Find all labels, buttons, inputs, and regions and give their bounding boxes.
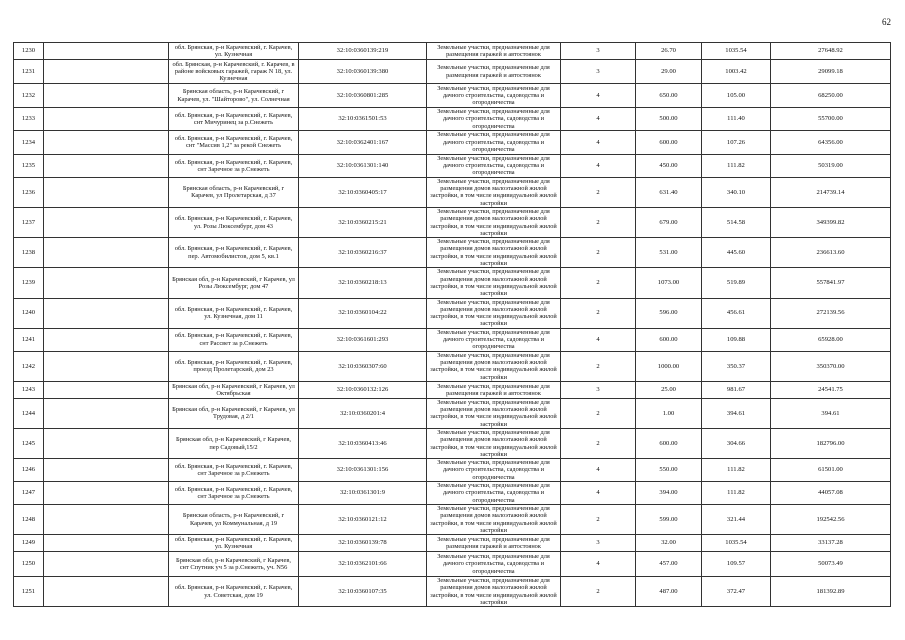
cadastral-value-cell: 181392.89 xyxy=(771,577,891,607)
specific-value-cell: 111.40 xyxy=(702,108,771,131)
cadastral-number-cell: 32:10:0361601:293 xyxy=(299,328,427,351)
row-number: 1231 xyxy=(14,60,44,84)
cadastral-value-cell: 214739.14 xyxy=(771,177,891,207)
cell-spacer xyxy=(44,328,169,351)
address-cell: обл. Брянская, р-н Карачевский, г. Карачев, ул. Розы Люксембург, дом 43 xyxy=(169,207,299,237)
land-use-cell: Земельные участки, предназначенные для дачного строительства, садоводства и огородничества xyxy=(427,130,561,154)
land-use-cell: Земельные участки, предназначенные для размещения домов малоэтажной жилой застройки, в том числе индивидуальной жилой застройки xyxy=(427,268,561,298)
area-cell: 1000.00 xyxy=(636,351,702,381)
table-row xyxy=(14,577,891,607)
land-use-cell: Земельные участки, предназначенные для размещения гаражей и автостоянок xyxy=(427,535,561,552)
address-cell: обл. Брянская, р-н Карачевский, г. Карачев, снт Рассвет за р.Снежеть xyxy=(169,328,299,351)
cadastral-number-cell: 32:10:0360405:17 xyxy=(299,177,427,207)
area-cell: 599.00 xyxy=(636,504,702,534)
address-cell: Брянская обл, р-н Карачевский, г Карачев, ул Трудовая, д 2/1 xyxy=(169,398,299,428)
area-cell: 1073.00 xyxy=(636,268,702,298)
table-row xyxy=(14,552,891,577)
table-row xyxy=(14,108,891,131)
group-code-cell: 4 xyxy=(561,328,636,351)
area-cell: 600.00 xyxy=(636,328,702,351)
table-row xyxy=(14,177,891,207)
cell-spacer xyxy=(44,552,169,577)
area-cell: 1.00 xyxy=(636,398,702,428)
land-use-cell: Земельные участки, предназначенные для размещения домов малоэтажной жилой застройки, в том числе индивидуальной жилой застройки xyxy=(427,504,561,534)
cell-spacer xyxy=(44,268,169,298)
cadastral-number-cell: 32:10:0360139:78 xyxy=(299,535,427,552)
specific-value-cell: 514.58 xyxy=(702,207,771,237)
cell-spacer xyxy=(44,459,169,482)
cadastral-value-cell: 272139.56 xyxy=(771,298,891,328)
group-code-cell: 2 xyxy=(561,504,636,534)
cadastral-number-cell: 32:10:0362401:167 xyxy=(299,130,427,154)
specific-value-cell: 111.82 xyxy=(702,459,771,482)
table-row xyxy=(14,459,891,482)
cell-spacer xyxy=(44,398,169,428)
cell-spacer xyxy=(44,43,169,60)
group-code-cell: 4 xyxy=(561,130,636,154)
cadastral-number-cell: 32:10:0361301:156 xyxy=(299,459,427,482)
group-code-cell: 2 xyxy=(561,428,636,458)
cadastral-value-cell: 44057.08 xyxy=(771,482,891,505)
specific-value-cell: 109.57 xyxy=(702,552,771,577)
table-row xyxy=(14,268,891,298)
cadastral-value-cell: 349399.82 xyxy=(771,207,891,237)
cell-spacer xyxy=(44,535,169,552)
row-number: 1236 xyxy=(14,177,44,207)
row-number: 1230 xyxy=(14,43,44,60)
area-cell: 631.40 xyxy=(636,177,702,207)
specific-value-cell: 394.61 xyxy=(702,398,771,428)
specific-value-cell: 107.26 xyxy=(702,130,771,154)
cadastral-value-cell: 236613.60 xyxy=(771,238,891,268)
area-cell: 596.00 xyxy=(636,298,702,328)
row-number: 1235 xyxy=(14,154,44,177)
cell-spacer xyxy=(44,60,169,84)
specific-value-cell: 981.67 xyxy=(702,381,771,398)
land-use-cell: Земельные участки, предназначенные для дачного строительства, садоводства и огородничества xyxy=(427,108,561,131)
row-number: 1239 xyxy=(14,268,44,298)
cadastral-number-cell: 32:10:0360801:285 xyxy=(299,84,427,108)
address-cell: обл. Брянская, р-н Карачевский, г. Карачев, снт Мичуринец за р.Снежеть xyxy=(169,108,299,131)
row-number: 1243 xyxy=(14,381,44,398)
register-table xyxy=(13,42,891,607)
table-row xyxy=(14,298,891,328)
group-code-cell: 4 xyxy=(561,459,636,482)
land-use-cell: Земельные участки, предназначенные для размещения гаражей и автостоянок xyxy=(427,381,561,398)
specific-value-cell: 109.88 xyxy=(702,328,771,351)
cadastral-number-cell: 32:10:0362101:66 xyxy=(299,552,427,577)
group-code-cell: 2 xyxy=(561,268,636,298)
land-use-cell: Земельные участки, предназначенные для дачного строительства, садоводства и огородничества xyxy=(427,482,561,505)
row-number: 1240 xyxy=(14,298,44,328)
land-use-cell: Земельные участки, предназначенные для размещения домов малоэтажной жилой застройки, в том числе индивидуальной жилой застройки xyxy=(427,238,561,268)
row-number: 1249 xyxy=(14,535,44,552)
row-number: 1248 xyxy=(14,504,44,534)
area-cell: 487.00 xyxy=(636,577,702,607)
group-code-cell: 2 xyxy=(561,177,636,207)
address-cell: Брянская область, р-н Карачевский, г Карачев, ул. "Шайторово", ул. Солнечная xyxy=(169,84,299,108)
specific-value-cell: 105.00 xyxy=(702,84,771,108)
specific-value-cell: 111.82 xyxy=(702,154,771,177)
cadastral-number-cell: 32:10:0360121:12 xyxy=(299,504,427,534)
specific-value-cell: 1035.54 xyxy=(702,535,771,552)
group-code-cell: 2 xyxy=(561,577,636,607)
cell-spacer xyxy=(44,238,169,268)
area-cell: 457.00 xyxy=(636,552,702,577)
cadastral-number-cell: 32:10:0360139:219 xyxy=(299,43,427,60)
specific-value-cell: 111.82 xyxy=(702,482,771,505)
cadastral-number-cell: 32:10:0360215:21 xyxy=(299,207,427,237)
table-row xyxy=(14,351,891,381)
cadastral-number-cell: 32:10:0360201:4 xyxy=(299,398,427,428)
table-row xyxy=(14,154,891,177)
address-cell: обл. Брянская, р-н Карачевский, г. Карачев, ул. Советская, дом 19 xyxy=(169,577,299,607)
address-cell: обл. Брянская, р-н Карачевский, г. Карачев, пер. Автомобилистов, дом 5, кв.1 xyxy=(169,238,299,268)
cadastral-number-cell: 32:10:0360104:22 xyxy=(299,298,427,328)
land-use-cell: Земельные участки, предназначенные для размещения домов малоэтажной жилой застройки, в том числе индивидуальной жилой застройки xyxy=(427,177,561,207)
cell-spacer xyxy=(44,577,169,607)
land-use-cell: Земельные участки, предназначенные для дачного строительства, садоводства и огородничества xyxy=(427,84,561,108)
cadastral-value-cell: 182796.00 xyxy=(771,428,891,458)
table-row xyxy=(14,43,891,60)
area-cell: 29.00 xyxy=(636,60,702,84)
cadastral-number-cell: 32:10:0361301:9 xyxy=(299,482,427,505)
cadastral-value-cell: 68250.00 xyxy=(771,84,891,108)
area-cell: 26.70 xyxy=(636,43,702,60)
group-code-cell: 2 xyxy=(561,298,636,328)
row-number: 1233 xyxy=(14,108,44,131)
table-row xyxy=(14,381,891,398)
cadastral-number-cell: 32:10:0360413:46 xyxy=(299,428,427,458)
page-number: 62 xyxy=(882,17,891,27)
cadastral-value-cell: 64356.00 xyxy=(771,130,891,154)
area-cell: 32.00 xyxy=(636,535,702,552)
table-row xyxy=(14,535,891,552)
specific-value-cell: 304.66 xyxy=(702,428,771,458)
row-number: 1246 xyxy=(14,459,44,482)
land-use-cell: Земельные участки, предназначенные для размещения домов малоэтажной жилой застройки, в том числе индивидуальной жилой застройки xyxy=(427,398,561,428)
land-use-cell: Земельные участки, предназначенные для размещения домов малоэтажной жилой застройки, в том числе индивидуальной жилой застройки xyxy=(427,207,561,237)
area-cell: 450.00 xyxy=(636,154,702,177)
address-cell: обл. Брянская, р-н Карачевский, г. Карачев, снт Заречное за р.Снежеть xyxy=(169,482,299,505)
address-cell: обл. Брянская, р-н Карачевский, г. Карачев, снт Заречное за р.Снежеть xyxy=(169,459,299,482)
group-code-cell: 4 xyxy=(561,84,636,108)
cadastral-value-cell: 24541.75 xyxy=(771,381,891,398)
area-cell: 600.00 xyxy=(636,130,702,154)
row-number: 1238 xyxy=(14,238,44,268)
row-number: 1245 xyxy=(14,428,44,458)
cadastral-value-cell: 33137.28 xyxy=(771,535,891,552)
row-number: 1234 xyxy=(14,130,44,154)
cadastral-value-cell: 192542.56 xyxy=(771,504,891,534)
table-row xyxy=(14,130,891,154)
land-use-cell: Земельные участки, предназначенные для размещения домов малоэтажной жилой застройки, в том числе индивидуальной жилой застройки xyxy=(427,351,561,381)
cadastral-number-cell: 32:10:0361301:140 xyxy=(299,154,427,177)
row-number: 1244 xyxy=(14,398,44,428)
table-row xyxy=(14,84,891,108)
cadastral-number-cell: 32:10:0361501:53 xyxy=(299,108,427,131)
land-use-cell: Земельные участки, предназначенные для дачного строительства, садоводства и огородничества xyxy=(427,154,561,177)
cell-spacer xyxy=(44,154,169,177)
cell-spacer xyxy=(44,381,169,398)
cadastral-number-cell: 32:10:0360307:60 xyxy=(299,351,427,381)
group-code-cell: 4 xyxy=(561,154,636,177)
row-number: 1242 xyxy=(14,351,44,381)
cell-spacer xyxy=(44,351,169,381)
area-cell: 394.00 xyxy=(636,482,702,505)
cadastral-value-cell: 350370.00 xyxy=(771,351,891,381)
address-cell: обл. Брянская, р-н Карачевский, г. Карачев, ул. Кузнечная xyxy=(169,43,299,60)
cadastral-value-cell: 50073.49 xyxy=(771,552,891,577)
specific-value-cell: 372.47 xyxy=(702,577,771,607)
row-number: 1251 xyxy=(14,577,44,607)
area-cell: 531.00 xyxy=(636,238,702,268)
cell-spacer xyxy=(44,504,169,534)
group-code-cell: 3 xyxy=(561,381,636,398)
cadastral-value-cell: 55700.00 xyxy=(771,108,891,131)
cell-spacer xyxy=(44,207,169,237)
land-use-cell: Земельные участки, предназначенные для дачного строительства, садоводства и огородничества xyxy=(427,328,561,351)
specific-value-cell: 456.61 xyxy=(702,298,771,328)
group-code-cell: 3 xyxy=(561,43,636,60)
specific-value-cell: 340.10 xyxy=(702,177,771,207)
cadastral-value-cell: 65928.00 xyxy=(771,328,891,351)
specific-value-cell: 350.37 xyxy=(702,351,771,381)
group-code-cell: 3 xyxy=(561,60,636,84)
table-row xyxy=(14,504,891,534)
address-cell: Брянская область, р-н Карачевский, г Карачев, ул Пролетарская, д 37 xyxy=(169,177,299,207)
land-use-cell: Земельные участки, предназначенные для размещения гаражей и автостоянок xyxy=(427,43,561,60)
address-cell: обл. Брянская, р-н Карачевский, г. Карачев, проезд Пролетарский, дом 23 xyxy=(169,351,299,381)
cadastral-value-cell: 394.61 xyxy=(771,398,891,428)
cadastral-value-cell: 61501.00 xyxy=(771,459,891,482)
cadastral-number-cell: 32:10:0360218:13 xyxy=(299,268,427,298)
table-row xyxy=(14,60,891,84)
address-cell: обл. Брянская, р-н Карачевский, г. Карачев, ул. Кузнечная, дом 11 xyxy=(169,298,299,328)
land-use-cell: Земельные участки, предназначенные для размещения гаражей и автостоянок xyxy=(427,60,561,84)
cell-spacer xyxy=(44,298,169,328)
row-number: 1247 xyxy=(14,482,44,505)
cadastral-value-cell: 27648.92 xyxy=(771,43,891,60)
cell-spacer xyxy=(44,482,169,505)
address-cell: обл. Брянская, р-н Карачевский, г. Карачев, ул. Кузнечная xyxy=(169,535,299,552)
table-row xyxy=(14,428,891,458)
cadastral-value-cell: 557841.97 xyxy=(771,268,891,298)
table-row xyxy=(14,328,891,351)
address-cell: обл. Брянская, р-н Карачевский, г. Карачев, снт Заречное за р.Снежеть xyxy=(169,154,299,177)
land-use-cell: Земельные участки, предназначенные для дачного строительства, садоводства и огородничества xyxy=(427,552,561,577)
group-code-cell: 2 xyxy=(561,207,636,237)
area-cell: 25.00 xyxy=(636,381,702,398)
cadastral-number-cell: 32:10:0360132:126 xyxy=(299,381,427,398)
row-number: 1250 xyxy=(14,552,44,577)
cell-spacer xyxy=(44,428,169,458)
group-code-cell: 2 xyxy=(561,351,636,381)
address-cell: Брянская область, р-н Карачевский, г Карачев, ул Коммунальная, д 19 xyxy=(169,504,299,534)
area-cell: 679.00 xyxy=(636,207,702,237)
specific-value-cell: 519.89 xyxy=(702,268,771,298)
cadastral-value-cell: 50319.00 xyxy=(771,154,891,177)
group-code-cell: 3 xyxy=(561,535,636,552)
address-cell: Брянская обл, р-н Карачевский, г Карачев, снт Спутник уч 5 за р.Снежеть, уч. N56 xyxy=(169,552,299,577)
address-cell: Брянская обл, р-н Карачевский, г Карачев, ул Октябрьская xyxy=(169,381,299,398)
specific-value-cell: 1003.42 xyxy=(702,60,771,84)
table-row xyxy=(14,238,891,268)
row-number: 1232 xyxy=(14,84,44,108)
table-row xyxy=(14,398,891,428)
table-row xyxy=(14,482,891,505)
specific-value-cell: 321.44 xyxy=(702,504,771,534)
area-cell: 600.00 xyxy=(636,428,702,458)
group-code-cell: 4 xyxy=(561,552,636,577)
land-use-cell: Земельные участки, предназначенные для размещения домов малоэтажной жилой застройки, в том числе индивидуальной жилой застройки xyxy=(427,428,561,458)
area-cell: 550.00 xyxy=(636,459,702,482)
address-cell: обл. Брянская, р-н Карачевский, г. Карачев, в районе войсковых гаражей, гараж N 18, ул. Кузнечная xyxy=(169,60,299,84)
cadastral-number-cell: 32:10:0360107:35 xyxy=(299,577,427,607)
table-row xyxy=(14,207,891,237)
address-cell: Брянская обл, р-н Карачевский, г Карачев, пер Садовый,15/2 xyxy=(169,428,299,458)
area-cell: 500.00 xyxy=(636,108,702,131)
row-number: 1237 xyxy=(14,207,44,237)
group-code-cell: 2 xyxy=(561,238,636,268)
area-cell: 650.00 xyxy=(636,84,702,108)
cell-spacer xyxy=(44,130,169,154)
group-code-cell: 4 xyxy=(561,482,636,505)
row-number: 1241 xyxy=(14,328,44,351)
land-use-cell: Земельные участки, предназначенные для размещения домов малоэтажной жилой застройки, в том числе индивидуальной жилой застройки xyxy=(427,298,561,328)
land-use-cell: Земельные участки, предназначенные для размещения домов малоэтажной жилой застройки, в том числе индивидуальной жилой застройки xyxy=(427,577,561,607)
cell-spacer xyxy=(44,177,169,207)
group-code-cell: 4 xyxy=(561,108,636,131)
cell-spacer xyxy=(44,84,169,108)
group-code-cell: 2 xyxy=(561,398,636,428)
specific-value-cell: 445.60 xyxy=(702,238,771,268)
address-cell: обл. Брянская, р-н Карачевский, г. Карачев, снт "Массив 1,2" за рекой Снежеть xyxy=(169,130,299,154)
cadastral-value-cell: 29099.18 xyxy=(771,60,891,84)
land-use-cell: Земельные участки, предназначенные для дачного строительства, садоводства и огородничества xyxy=(427,459,561,482)
cadastral-number-cell: 32:10:0360139:380 xyxy=(299,60,427,84)
specific-value-cell: 1035.54 xyxy=(702,43,771,60)
address-cell: Брянская обл, р-н Карачевский, г Карачев, ул Розы Люксембург, дом 47 xyxy=(169,268,299,298)
cadastral-number-cell: 32:10:0360216:37 xyxy=(299,238,427,268)
cell-spacer xyxy=(44,108,169,131)
